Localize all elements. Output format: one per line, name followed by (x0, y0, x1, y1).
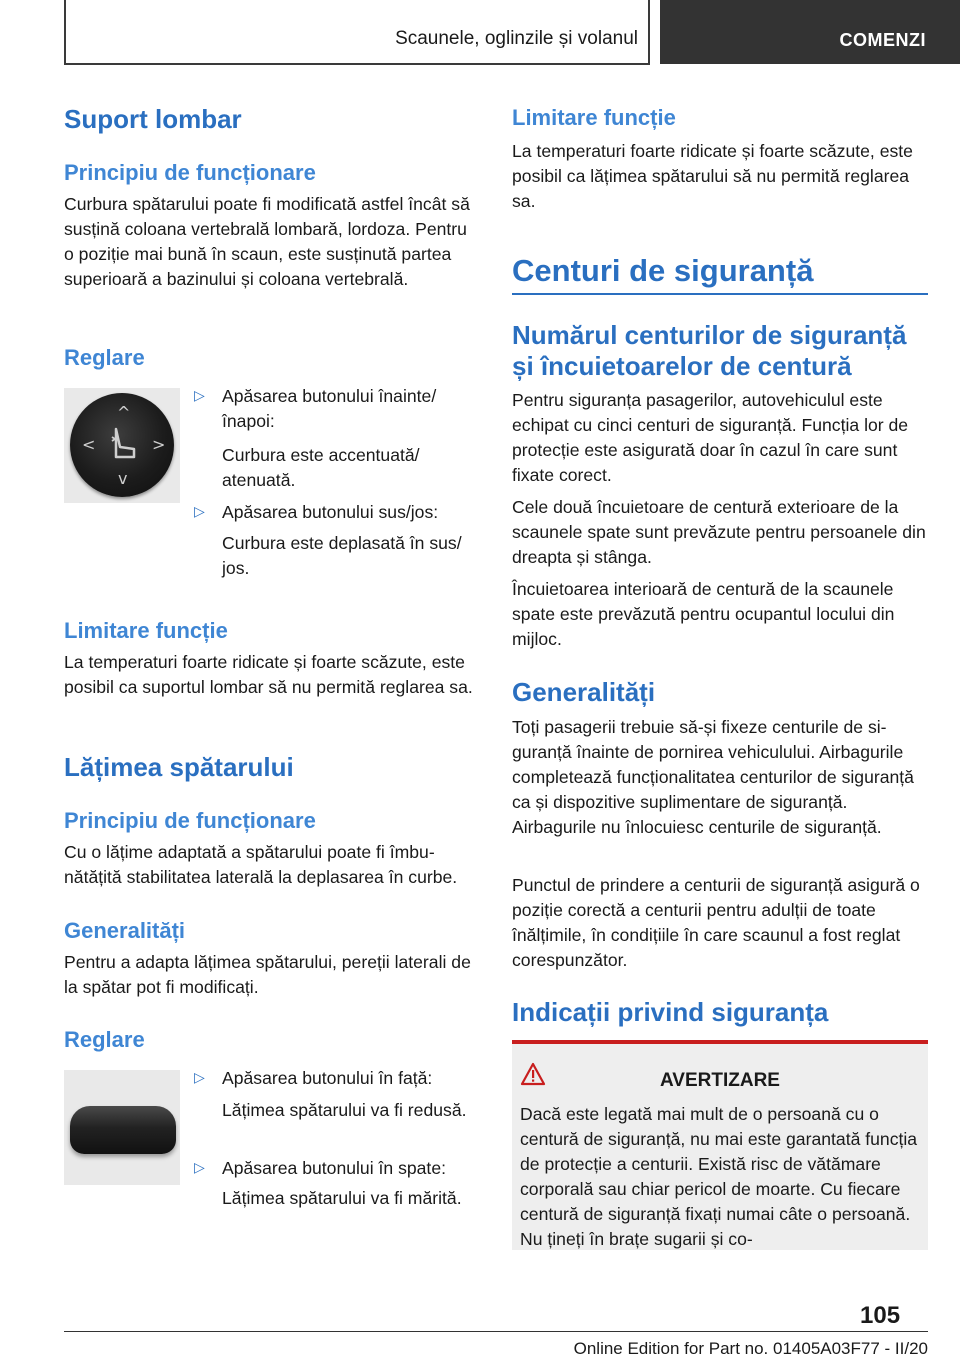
paragraph-generalitati-2a: Toți pasagerii trebuie să-și fixeze centurile de siguranță înainte de pornirea vehiculului. Airbagurile completează funcționalitatea centurilor de siguranță ca și dispozitive suplimentare de siguranță. Airbagurile nu înlocuiesc centurile de siguranță. (512, 717, 914, 837)
lumbar-knob-icon (70, 393, 174, 497)
paragraph-numarul-2: Cele două încuietoare de centură exterioare de la scaunele spate sunt prevăzute pentru persoanele din dreapta și stânga. (512, 497, 926, 567)
heading-generalitati-1: Generalități (64, 918, 186, 943)
heading-underline (512, 293, 928, 295)
heading-limitare-1: Limitare funcție (64, 618, 228, 643)
footer-edition: Online Edition for Part no. 01405A03F77 - II/20 (573, 1339, 928, 1358)
heading-generalitati-2: Generalități (512, 677, 656, 707)
list-item-result: Curbura este deplasată în sus/ jos. (222, 533, 462, 578)
arrow-right-icon: > (152, 435, 166, 454)
list-item-result: Curbura este accentuată/ atenuată. (222, 445, 420, 490)
section-title: Scaunele, oglinzile și volanul (395, 28, 638, 49)
paragraph-numarul-1: Pentru siguranța pasagerilor, autovehiculul este echipat cu cinci centuri de siguranță. Funcția lor de protecție este asigurată doar în cazul în care sunt fixate corect. (512, 390, 909, 485)
arrow-up-icon: ^ (117, 403, 131, 422)
heading-centuri-de-siguranta: Centuri de siguranță (512, 253, 814, 288)
warning-title: AVERTIZARE (660, 1070, 780, 1091)
heading-principiu-2: Principiu de funcționare (64, 808, 316, 833)
list-item-result: Lățimea spătarului va fi mărită. (222, 1188, 462, 1208)
seat-icon (108, 427, 138, 461)
heading-indicatii-siguranta: Indicații privind siguranța (512, 997, 829, 1027)
bullet-triangle-icon: ▷ (194, 504, 205, 520)
warning-box (512, 1040, 928, 1250)
arrow-down-icon: v (118, 469, 128, 488)
heading-numarul-centurilor: Numărul centurilor de siguranță și încuietoarelor de centură (512, 320, 907, 381)
paragraph-limitare-2: La temperaturi foarte ridicate și foarte scăzute, este posibil ca lățimea spătarului să nu permită reglarea sa. (512, 141, 913, 211)
paragraph-generalitati-2b: Punctul de prindere a centurii de siguranță asigură o poziție corectă a centurii pentru adulții de toate înălțimile, în condițiile în care scaunul a fost reglat corespunzător. (512, 875, 920, 970)
paragraph-principiu-2: Cu o lățime adaptată a spătarului poate fi îmbunătățită stabilitatea laterală la deplasarea în curbe. (64, 842, 458, 887)
bullet-triangle-icon: ▷ (194, 388, 205, 404)
width-control-image (64, 1070, 180, 1185)
heading-reglare-1: Reglare (64, 345, 145, 370)
chapter-tab-label: COMENZI (839, 30, 926, 50)
paragraph-principiu-1: Curbura spătarului poate fi modificată astfel încât să susțină coloana vertebrală lombară, lordoza. Pentru o poziție mai bună în scaun, este susținută partea superioară a bazinului și coloana vertebrală. (64, 194, 470, 289)
bullet-triangle-icon: ▷ (194, 1160, 205, 1176)
warning-triangle-icon (520, 1062, 546, 1086)
header-frame-right (648, 0, 650, 64)
bullet-triangle-icon: ▷ (194, 1070, 205, 1086)
heading-limitare-2: Limitare funcție (512, 105, 676, 130)
heading-reglare-2: Reglare (64, 1027, 145, 1052)
width-button-icon (70, 1106, 176, 1154)
heading-latimea-spatarului: Lățimea spătarului (64, 752, 294, 782)
heading-suport-lombar: Suport lombar (64, 104, 242, 134)
page-number: 105 (860, 1302, 901, 1329)
header-frame-bottom (64, 63, 650, 65)
arrow-left-icon: < (82, 435, 96, 454)
lumbar-control-image (64, 388, 180, 503)
warning-text: Dacă este legată mai mult de o persoană cu o centură de siguranță, nu mai este garantată funcția de protecție a centurii. Există risc de vătămare corporală sau chiar pericol de moarte. Cu fiecare centură de siguranță fixați numai câte o persoană. Nu țineți în brațe sugarii și co- (520, 1104, 918, 1249)
footer-rule (64, 1331, 928, 1332)
chapter-tab[interactable] (660, 0, 960, 64)
paragraph-generalitati-1: Pentru a adapta lățimea spătarului, pereții laterali de la spătar pot fi modificați. (64, 952, 471, 997)
heading-principiu-1: Principiu de funcționare (64, 160, 316, 185)
paragraph-numarul-3: Încuietoarea interioară de centură de la scaunele spate este prevăzută pentru ocupantul locului din mijloc. (512, 579, 895, 649)
list-item-result: Lățimea spătarului va fi redusă. (222, 1100, 467, 1120)
paragraph-limitare-1: La temperaturi foarte ridicate și foarte scăzute, este posibil ca suportul lombar să nu permită reglarea sa. (64, 652, 473, 697)
